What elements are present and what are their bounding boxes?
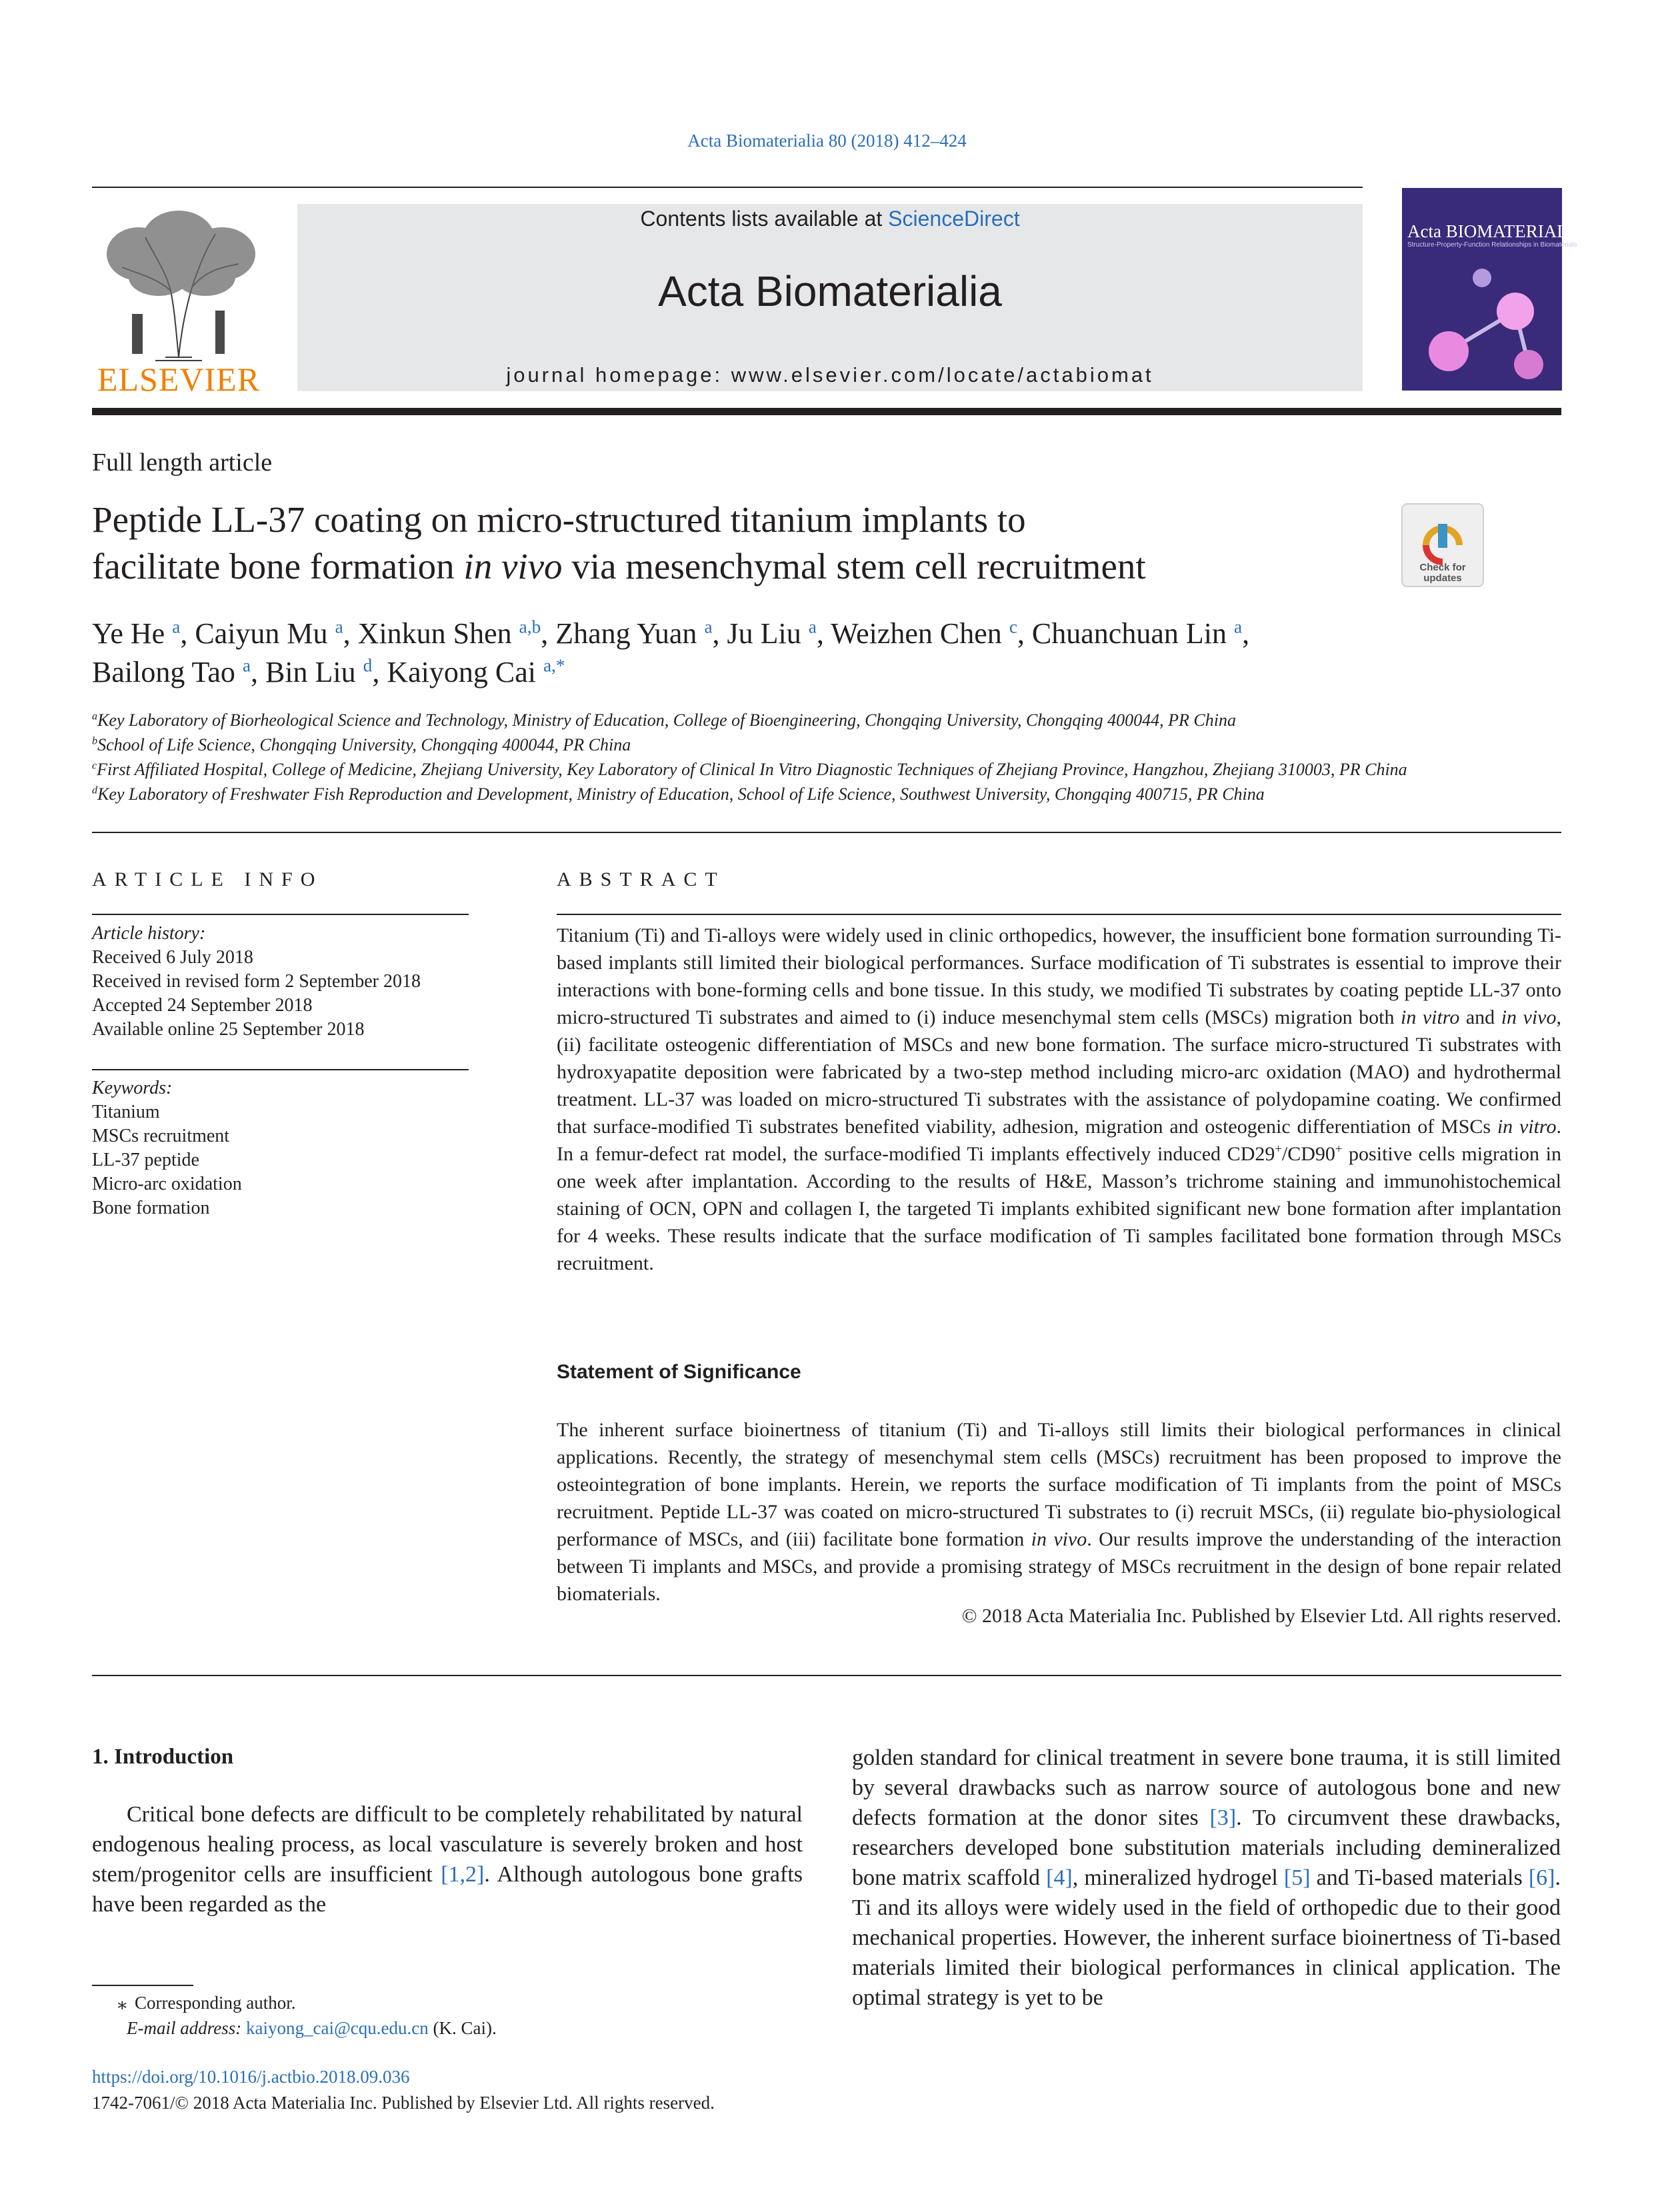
homepage-prefix: journal homepage: — [506, 363, 731, 387]
header-bottom-rule — [92, 408, 1561, 415]
affiliation-key: c — [92, 760, 97, 772]
cover-subtitle: Structure-Property-Function Relationships in Biomaterials — [1407, 241, 1577, 249]
abstract-part: , (ii) facilitate osteogenic differentiation of MSCs and new bone formation. The surface micro-structured Ti substrates with hydroxyapatite deposition were fabricated by a two-step method including micro-arc oxidation (MAO) and hydrothermal treatment. LL-37 was loaded on micro-structured Ti substrates with the assistance of polydopamine coating. We confirmed that surface-modified Ti substrates benefited viability, adhesion, migration and osteogenic differentiation of MSCs — [557, 1006, 1561, 1138]
history-item: Available online 25 September 2018 — [92, 1019, 365, 1040]
author-affiliation-mark[interactable]: a — [172, 616, 181, 637]
author-name: Bailong Tao — [92, 656, 235, 688]
keyword-item: Bone formation — [92, 1198, 210, 1218]
keywords-label: Keywords: — [92, 1078, 173, 1098]
history-list — [92, 946, 472, 1042]
author-affiliation-mark[interactable]: a — [1233, 616, 1243, 637]
intro-text: , mineralized hydrogel — [1072, 1865, 1284, 1890]
affiliation-item — [92, 708, 1592, 732]
history-item: Accepted 24 September 2018 — [92, 995, 313, 1016]
history-rule — [92, 1069, 469, 1070]
title-part: via mesenchymal stem cell recruitment — [562, 546, 1146, 586]
article-type: Full length article — [92, 449, 273, 477]
title-line-2 — [92, 543, 1379, 590]
abstract-bottom-rule — [92, 1675, 1561, 1676]
corresponding-author-footnote — [92, 1990, 803, 2041]
affiliation-item — [92, 782, 1592, 806]
email-label: E-mail address: — [127, 2018, 242, 2038]
superscript: + — [1335, 1142, 1343, 1156]
keyword-item: Micro-arc oxidation — [92, 1174, 242, 1194]
journal-name: Acta Biomaterialia — [658, 267, 1002, 315]
introduction-heading: 1. Introduction — [92, 1745, 234, 1769]
author-affiliation-mark[interactable]: a — [335, 616, 343, 637]
affiliation-list — [92, 708, 1592, 806]
keyword-item: LL-37 peptide — [92, 1150, 199, 1170]
homepage-url[interactable]: www.elsevier.com/locate/actabiomat — [731, 363, 1154, 387]
author-affiliation-mark[interactable]: a — [808, 616, 817, 637]
elsevier-wordmark: ELSEVIER — [97, 361, 261, 398]
citation-link[interactable]: [6] — [1528, 1865, 1555, 1890]
abstract-part: positive cells migration in one week after implantation. According to the results of H&E, Masson’s trichrome staining and immunohistochemical staining of OCN, OPN and collagen I, the targeted Ti implants exhibited significant new bone formation after implantation for 4 weeks. These results indicate that the surface modification of Ti samples facilitated bone formation through MSCs recruitment. — [557, 1143, 1562, 1274]
email-link[interactable]: kaiyong_cai@cqu.edu.cn — [245, 2018, 429, 2038]
affiliation-item — [92, 732, 1592, 757]
author-name: Zhang Yuan — [555, 617, 697, 650]
abstract-part: /CD90 — [1281, 1143, 1335, 1165]
author-name: Ju Liu — [727, 617, 801, 650]
author-name: Kaiyong Cai — [387, 656, 536, 688]
title-line-1: Peptide LL-37 coating on micro-structured titanium implants to — [92, 499, 1026, 540]
cover-molecule-graphic — [1402, 251, 1562, 391]
author-affiliation-mark[interactable]: d — [363, 655, 373, 676]
keyword-list — [92, 1100, 472, 1220]
intro-text: . Ti and its alloys were widely used in the field of orthopedic due to their good mechanical properties. However, the inherent surface bioinertness of Ti-based materials limited their biological performances in clinical application. The optimal strategy is yet to be — [852, 1865, 1561, 2010]
abstract-part: and — [1459, 1006, 1501, 1028]
intro-text: Critical bone defects are difficult to be completely rehabilitated by natural endogenous healing process, as local vasculature is severely broken and host stem/progenitor cells are insufficient — [92, 1802, 803, 1887]
superscript: + — [1275, 1142, 1282, 1156]
keyword-item: Titanium — [92, 1102, 160, 1122]
title-bottom-rule — [92, 832, 1561, 833]
issn-copyright: 1742-7061/© 2018 Acta Materialia Inc. Published by Elsevier Ltd. All rights reserved. — [92, 2093, 715, 2113]
citation-link[interactable]: [3] — [1209, 1805, 1237, 1830]
significance-heading: Statement of Significance — [557, 1361, 801, 1383]
doi-link[interactable]: https://doi.org/10.1016/j.actbio.2018.09.036 — [92, 2067, 410, 2087]
author-name: Xinkun Shen — [357, 617, 512, 650]
abstract-part: . In a femur-defect rat model, the surface-modified Ti implants effectively induced CD29 — [557, 1116, 1561, 1165]
significance-text — [557, 1416, 1561, 1608]
affiliation-text: School of Life Science, Chongqing University, Chongqing 400044, PR China — [97, 735, 631, 754]
author-affiliation-mark[interactable]: a,b — [519, 616, 541, 637]
author-affiliation-mark[interactable]: c — [1009, 616, 1017, 637]
affiliation-key: a — [92, 710, 98, 722]
introduction-column-1 — [92, 1799, 803, 1919]
article-info-rule — [92, 914, 469, 915]
author-name: Weizhen Chen — [831, 617, 1002, 650]
introduction-column-2 — [852, 1743, 1561, 2013]
author-affiliation-mark[interactable]: a — [242, 655, 251, 676]
abstract-text — [557, 922, 1561, 1277]
affiliation-item — [92, 757, 1592, 782]
cover-title: Acta BIOMATERIALIA — [1407, 221, 1587, 241]
keywords — [92, 1076, 472, 1220]
abstract-italic: in vivo — [1501, 1006, 1557, 1028]
intro-text: and Ti-based materials — [1310, 1865, 1529, 1890]
contents-line — [297, 207, 1363, 231]
sciencedirect-link[interactable]: ScienceDirect — [888, 207, 1020, 231]
intro-text: . To circumvent these drawbacks, researchers developed bone substitution materials including demineralized bone matrix scaffold — [852, 1805, 1561, 1890]
email-suffix: (K. Cai). — [428, 2018, 497, 2038]
intro-text: golden standard for clinical treatment in severe bone trauma, it is still limited by several drawbacks such as narrow source of autologous bone and new defects formation at the donor sites — [852, 1745, 1561, 1830]
abstract-heading: ABSTRACT — [557, 868, 725, 890]
check-for-updates-badge[interactable] — [1402, 504, 1483, 586]
article-title — [92, 497, 1379, 590]
abstract-copyright: © 2018 Acta Materialia Inc. Published by Elsevier Ltd. All rights reserved. — [961, 1605, 1561, 1627]
author-affiliation-mark[interactable]: a — [704, 616, 713, 637]
author-list: Ye He $^a$, Caiyun Mu $^a$, Xinkun Shen $^{a,b}$, Zhang Yuan $^a$, Ju Liu $^a$, Weizhen Chen $^c$, Chuanchuan Lin $^a$, Bailong Tao $^a$, Bin Liu $^d$, Kaiyong Cai $^{a,*}$ — [92, 616, 1250, 688]
title-italic: in vivo — [463, 546, 563, 586]
author-name: Bin Liu — [265, 656, 356, 688]
header-top-rule — [92, 187, 1363, 188]
significance-italic: in vivo — [1031, 1528, 1087, 1550]
affiliation-key: b — [92, 735, 98, 747]
affiliation-text: Key Laboratory of Freshwater Fish Reproduction and Development, Ministry of Education, School of Life Science, Southwest University, Chongqing 400715, PR China — [97, 784, 1265, 804]
citation-link[interactable]: [1,2] — [441, 1862, 485, 1887]
author-affiliation-mark[interactable]: a,* — [543, 655, 565, 676]
affiliation-text: Key Laboratory of Biorheological Science and Technology, Ministry of Education, College of Bioengineering, Chongqing University, Chongqing 400044, PR China — [97, 710, 1236, 730]
history-item: Received 6 July 2018 — [92, 947, 253, 968]
article-history — [92, 922, 472, 1042]
significance-part: The inherent surface bioinertness of titanium (Ti) and Ti-alloys still limits their biological performances in clinical applications. Recently, the strategy of mesenchymal stem cells (MSCs) recruitment has been proposed to improve the osteointegration of bone implants. Herein, we reports the surface modification of Ti implants from the point of MSCs recruitment. Peptide LL-37 was coated on micro-structured Ti substrates to (i) recruit MSCs, (ii) regulate bio-physiological performance of MSCs, and (iii) facilitate bone formation — [557, 1419, 1561, 1550]
footnote-rule — [92, 1985, 193, 1986]
author-name: Chuanchuan Lin — [1031, 617, 1227, 650]
author-name: Ye He — [92, 617, 165, 650]
affiliation-key: d — [92, 784, 98, 796]
journal-cover-image — [1402, 188, 1587, 391]
history-label: Article history: — [92, 923, 206, 944]
footnote-star: ⁎ — [117, 1993, 127, 2013]
journal-homepage — [297, 363, 1363, 387]
history-item: Received in revised form 2 September 2018 — [92, 971, 421, 992]
intro-text: . Although autologous bone grafts have been regarded as the — [92, 1862, 803, 1917]
contents-prefix: Contents lists available at — [640, 207, 889, 231]
abstract-italic: in vitro — [1497, 1116, 1557, 1138]
citation-link[interactable]: [5] — [1283, 1865, 1311, 1890]
significance-part: . Our results improve the understanding of the interaction between Ti implants and MSCs, and provide a promising strategy of MSCs recruitment in the design of bone repair related biomaterials. — [557, 1528, 1561, 1605]
abstract-rule — [557, 914, 1561, 915]
article-info-heading: ARTICLE INFO — [92, 868, 323, 890]
citation-link[interactable]: [4] — [1046, 1865, 1073, 1890]
crossmark-label: Check for updates — [1419, 562, 1466, 584]
title-part: facilitate bone formation — [92, 546, 464, 586]
journal-reference[interactable]: Acta Biomaterialia 80 (2018) 412–424 — [687, 131, 967, 151]
abstract-part: Titanium (Ti) and Ti-alloys were widely used in clinic orthopedics, however, the insufficient bone formation surrounding Ti-based implants still limited their biological performances. Surface modification of Ti substrates is essential to improve their interactions with bone-forming cells and bone tissue. In this study, we modified Ti substrates by coating peptide LL-37 onto micro-structured Ti substrates and aimed to (i) induce mesenchymal stem cells (MSCs) migration both — [557, 924, 1561, 1028]
keyword-item: MSCs recruitment — [92, 1126, 230, 1146]
footnote-text: Corresponding author. — [135, 1993, 296, 2013]
abstract-italic: in vitro — [1401, 1006, 1460, 1028]
affiliation-text: First Affiliated Hospital, College of Medicine, Zhejiang University, Key Laboratory of Clinical In Vitro Diagnostic Techniques of Zhejiang Province, Hangzhou, Zhejiang 310003, PR China — [97, 760, 1407, 779]
author-name: Caiyun Mu — [195, 617, 328, 650]
